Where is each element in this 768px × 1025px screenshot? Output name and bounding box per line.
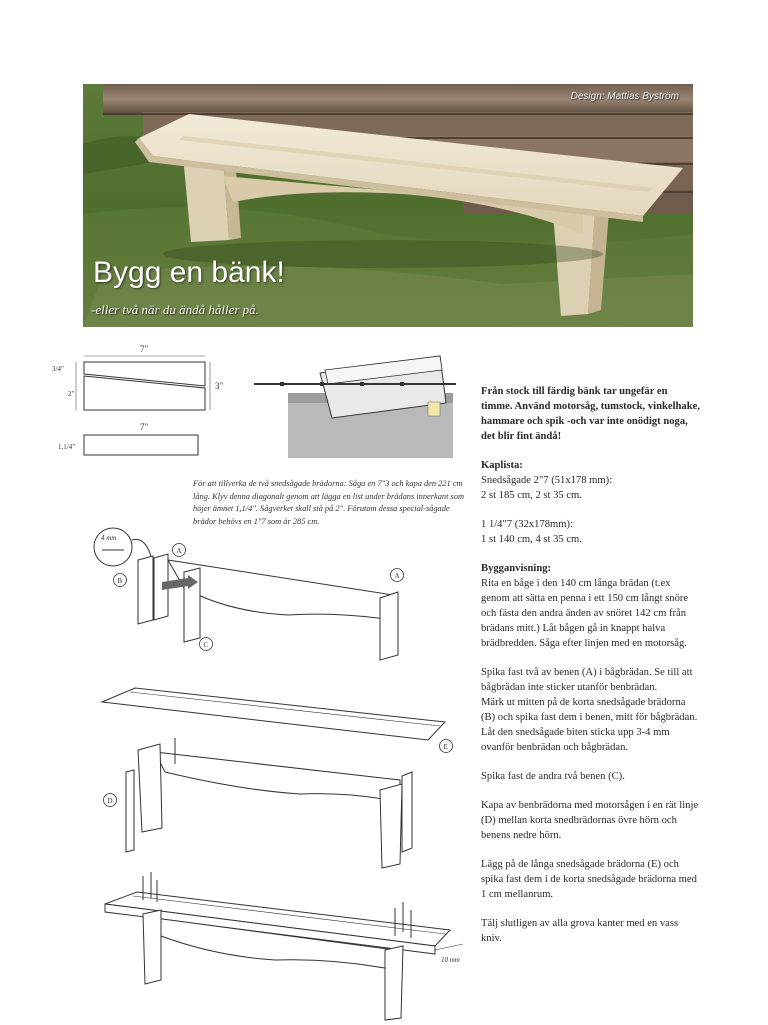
- intro-paragraph: Från stock till färdig bänk tar ungefär en timme. Använd motorsåg, tumstock, vinkelhake, hammare och spik -och var inte onödigt noga, det blir fint ändå!: [481, 386, 700, 442]
- label-b: B: [117, 577, 123, 585]
- left-mid-label: 2": [68, 390, 75, 398]
- kaplista-item1-qty: 2 st 185 cm, 2 st 35 cm.: [481, 490, 582, 501]
- board-cut-diagram: [40, 340, 230, 465]
- bottom-left-label: 1,1/4": [58, 443, 76, 451]
- label-c: C: [203, 641, 209, 649]
- page-title: Bygg en bänk!: [93, 256, 285, 289]
- label-a2: A: [394, 572, 400, 580]
- label-e: E: [443, 743, 448, 751]
- kaplista-item1-name: Snedsågade 2"7 (51x178 mm):: [481, 475, 613, 486]
- page-subtitle: -eller två när du ändå håller på.: [91, 302, 259, 317]
- instruction-step-6: Tälj slutligen av alla grova kanter med en vass kniv.: [481, 918, 679, 944]
- kaplista-heading: Kaplista:: [481, 460, 523, 471]
- top-width-label: 7": [140, 344, 149, 354]
- bench-photo-illustration: [83, 84, 693, 327]
- instructions-column: [481, 384, 701, 960]
- left-top-label: 3/4": [52, 365, 64, 373]
- bottom-width-label: 7": [140, 422, 149, 432]
- hero-photo: [83, 84, 693, 327]
- gap-label: 10 mm: [441, 956, 460, 964]
- instruction-step-3: Spika fast de andra två benen (C).: [481, 771, 625, 782]
- diagram-caption: För att tillverka de två snedsågade brädorna: Såga en 7"3 och kapa den 221 cm lång. Klyv denna diagonalt genom att lägga en list under brädans innerkant som höjer ämnet 1,1/4". Sågverket skall stå på 2". Förutom dessa special-sågade brädor behövs en 1"7 som är 285 cm.: [193, 479, 465, 526]
- assembly-step-1: [88, 520, 418, 670]
- sawmill-diagram: [250, 348, 460, 463]
- assembly-step-3: [95, 870, 475, 1025]
- label-d: D: [107, 797, 113, 805]
- assembly-step-2: [90, 680, 460, 880]
- kaplista-item2-qty: 1 st 140 cm, 4 st 35 cm.: [481, 534, 582, 545]
- label-a1: A: [176, 547, 182, 555]
- instruction-step-4: Kapa av benbrädorna med motorsågen i en rät linje (D) mellan korta snedbrädornas övre hörn och benens nedre hörn.: [481, 800, 699, 841]
- right-height-label: 3": [215, 381, 224, 391]
- instruction-step-1: Rita en båge i den 140 cm långa brädan (t.ex genom att sätta en penna i ett 150 cm långt snöre och fästa den andra änden av snöret 142 cm från brädans mitt.) Låt bågen gå in knappt halva brädbredden. Såga efter linjen med en motorsåg.: [481, 578, 689, 649]
- detail-dimension-label: 4 mm: [101, 534, 117, 542]
- instruction-step-5: Lägg på de långa snedsågade brädorna (E) och spika fast dem i de korta snedsågade brädorna med 1 cm mellanrum.: [481, 859, 697, 900]
- kaplista-item2-name: 1 1/4"7 (32x178mm):: [481, 519, 574, 530]
- bygganvisning-heading: Bygganvisning:: [481, 563, 552, 574]
- design-credit: Design: Mattias Byström: [570, 91, 679, 102]
- instruction-step-2: Spika fast två av benen (A) i bågbrädan. Se till att bågbrädan inte sticker utanför benbrädan. Märk ut mitten på de korta snedsågade brädorna (B) och spika fast dem i benen, mitt för bågbrädan. Låt den snedsågade biten sticka upp 3-4 mm ovanför benbrädan och bågbrädan.: [481, 667, 698, 753]
